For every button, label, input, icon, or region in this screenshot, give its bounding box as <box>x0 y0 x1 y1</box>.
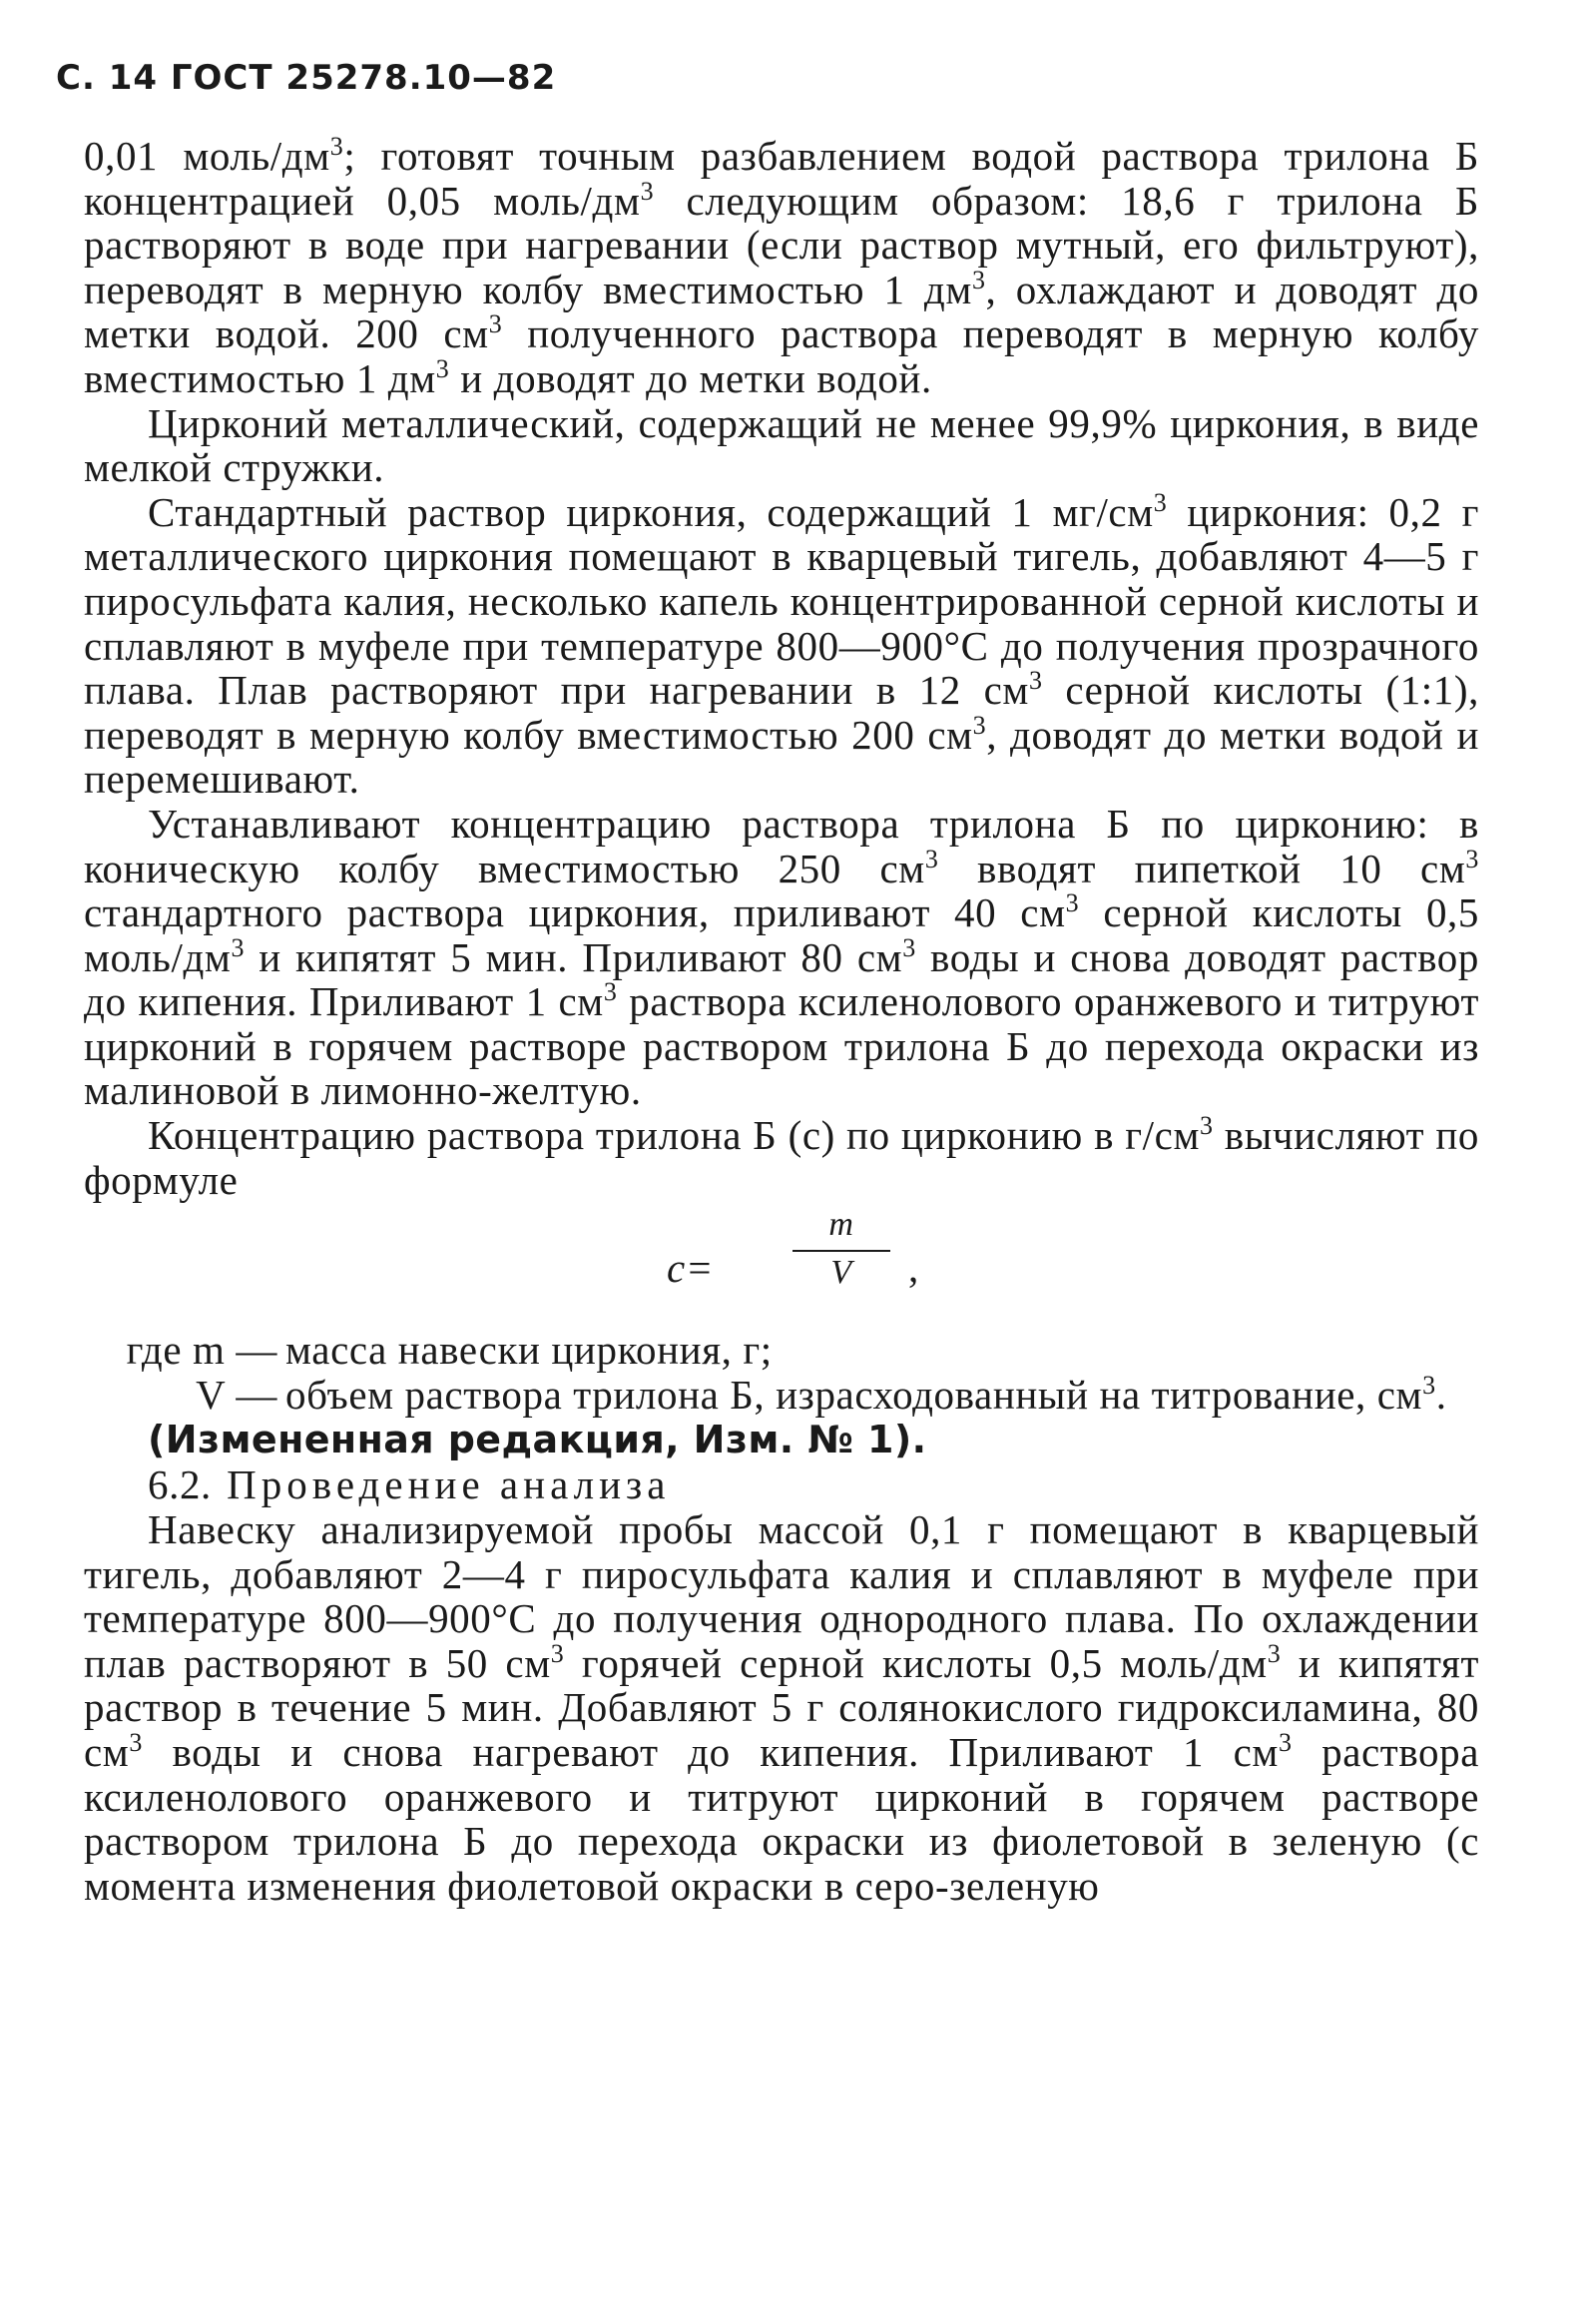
formula-lhs: c= <box>667 1245 715 1292</box>
where-row-volume <box>84 1370 1479 1418</box>
document-body <box>84 134 1479 1908</box>
amendment-note: (Измененная редакция, Изм. № 1). <box>148 1418 927 1462</box>
formula-numerator: m <box>828 1206 854 1244</box>
where-label: где m — <box>126 1327 277 1374</box>
where-definition: объем раствора трилона Б, израсходованный на титрование, $см^3$. <box>285 1370 1447 1418</box>
paragraph-standard-solution: Стандартный раствор циркония, содержащий 1 $мг/см^3$ циркония: 0,2 г металлического циркония помещают в кварцевый тигель, добавляют 4—5 г пиросульфата калия, несколько капель концентрированной серной кислоты и сплавляют в муфеле при температуре 800—900°С до получения прозрачного плава. Плав растворяют при нагревании в 12 $см^3$ серной кислоты (1:1), переводят в мерную колбу вместимостью 200 $см^3$, доводят до метки водой и перемешивают. <box>84 487 1479 803</box>
paragraph-analysis-procedure: Навеску анализируемой пробы массой 0,1 г помещают в кварцевый тигель, добавляют 2—4 г пиросульфата калия и сплавляют в муфеле при температуре 800—900°С до получения однородного плава. По охлаждении плав растворяют в 50 $см^3$ горячей серной кислоты 0,5 моль/$дм^3$ и кипятят раствор в течение 5 мин. Добавляют 5 г солянокислого гидроксиламина, 80 $см^3$ воды и снова нагревают до кипения. Приливают 1 $см^3$ раствора ксиленолового оранжевого и титруют цирконий в горячем растворе раствором трилона Б до перехода окраски из фиолетовой в зеленую (с момента изменения фиолетовой окраски в серо-зеленую <box>84 1506 1479 1909</box>
section-heading <box>84 1462 1479 1507</box>
page-header: С. 14 ГОСТ 25278.10—82 <box>56 58 557 98</box>
paragraph-zirconium-metal: Цирконий металлический, содержащий не менее 99,9% циркония, в виде мелкой стружки. <box>84 399 1479 491</box>
paragraph-concentration-setup: Устанавливают концентрацию раствора трилона Б по цирконию: в коническую колбу вместимостью 250 $см^3$ вводят пипеткой 10 $см^3$ стандартного раствора циркония, приливают 40 $см^3$ серной кислоты 0,5 моль/$дм^3$ и кипятят 5 мин. Приливают 80 $см^3$ воды и снова доводят раствор до кипения. Приливают 1 $см^3$ раствора ксиленолового оранжевого и титруют цирконий в горячем растворе раствором трилона Б до перехода окраски из малиновой в лимонно-желтую. <box>84 800 1479 1114</box>
where-label: V — <box>196 1371 277 1418</box>
where-row-mass <box>84 1328 1479 1373</box>
paragraph-trilon-preparation: 0,01 моль/$дм^3$; готовят точным разбавлением водой раствора трилона Б концентрацией 0,05 моль/$дм^3$ следующим образом: 18,6 г трилона Б растворяют в воде при нагревании (если раствор мутный, его фильтруют), переводят в мерную колбу вместимостью 1 $дм^3$, охлаждают и доводят до метки водой. 200 $см^3$ полученного раствора переводят в мерную колбу вместимостью 1 $дм^3$ и доводят до метки водой. <box>84 132 1480 401</box>
where-definition: масса навески циркония, г; <box>285 1327 773 1374</box>
formula <box>84 1202 1479 1328</box>
formula-fraction <box>806 1208 876 1290</box>
formula-comma: , <box>908 1245 919 1292</box>
fraction-bar <box>793 1250 890 1252</box>
paragraph-formula-intro: Концентрацию раствора трилона Б (c) по цирконию в $г/см^3$ вычисляют по формуле <box>84 1111 1479 1203</box>
section-title: Проведение анализа <box>227 1461 671 1508</box>
formula-denominator: V <box>830 1254 852 1292</box>
section-number: 6.2. <box>148 1461 212 1508</box>
